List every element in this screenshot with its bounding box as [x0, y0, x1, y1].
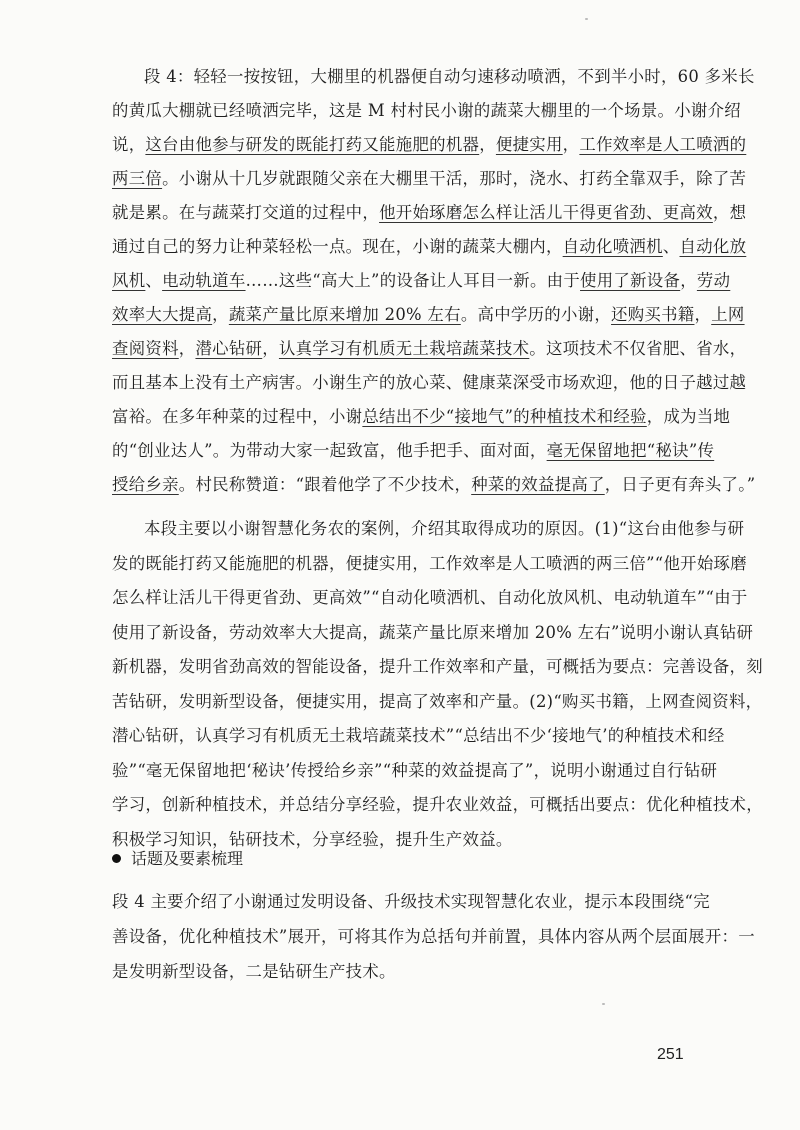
- analysis-line: 苦钻研，发明新型设备，便捷实用，提高了效率和产量。(2)“购买书籍，上网查阅资料，: [112, 691, 763, 711]
- topic-heading: [112, 844, 243, 874]
- section-4-line: [112, 60, 755, 94]
- section-4-line: [112, 298, 745, 332]
- text-segment: 就是累。在与蔬菜打交道的过程中，: [112, 203, 380, 222]
- scan-speck: [585, 18, 588, 20]
- bullet-icon: [112, 854, 121, 863]
- text-segment: 的“创业达人”。为带动大家一起致富，他手把手、面对面，: [112, 441, 547, 460]
- text-segment: 、: [145, 271, 163, 290]
- text-segment: 的黄瓜大棚就已经喷洒完毕，这是 M 村村民小谢的蔬菜大棚里的一个场景。小谢介绍: [112, 101, 741, 120]
- section-4-line: [112, 230, 747, 264]
- underlined-segment: 潜心钻研: [195, 339, 263, 358]
- section-4-line: [112, 264, 731, 298]
- summary-line: 段 4 主要介绍了小谢通过发明设备、升级技术实现智慧化农业，提示本段围绕“完: [112, 892, 710, 911]
- page-number: 251: [657, 1046, 684, 1063]
- analysis-line: 验”“毫无保留地把‘秘诀’传授给乡亲”“种菜的效益提高了”，说明小谢通过自行钻研: [112, 760, 718, 780]
- underlined-segment: 自动化放: [679, 237, 747, 256]
- underlined-segment: 上网: [711, 305, 745, 324]
- text-segment: 、: [662, 237, 680, 256]
- underlined-segment: 使用了新设备: [580, 271, 681, 290]
- text-segment: ，: [212, 305, 229, 324]
- summary-paragraph: [112, 884, 755, 989]
- section-4-line: [112, 400, 731, 434]
- text-segment: 说，: [112, 135, 146, 154]
- underlined-segment: 两三倍: [112, 169, 163, 188]
- text-segment: ，日子更有奔头了。”: [604, 475, 756, 494]
- analysis-paragraph: [112, 512, 763, 857]
- section-4-line: [112, 332, 747, 366]
- text-segment: 而且基本上没有土产病害。小谢生产的放心菜、健康菜深受市场欢迎，他的日子越过越: [112, 373, 747, 392]
- underlined-segment: 电动轨道车: [162, 271, 246, 290]
- underlined-segment: 劳动: [696, 271, 731, 290]
- section-4-line: [112, 128, 747, 162]
- section-4-line: [112, 162, 747, 196]
- underlined-segment: 还购买书籍: [611, 305, 695, 324]
- analysis-line: 怎么样让活儿干得更省劲、更高效”“自动化喷洒机、自动化放风机、电动轨道车”“由于: [112, 588, 748, 607]
- underlined-segment: 总结出不少“接地气”的种植技术和经验: [362, 407, 647, 426]
- text-segment: 。小谢从十几岁就跟随父亲在大棚里干活，那时，浇水、打药全靠双手，除了苦: [162, 169, 747, 188]
- text-segment: ，: [479, 135, 496, 154]
- underlined-segment: 授给乡亲: [112, 475, 179, 494]
- underlined-segment: 便捷实用: [495, 135, 563, 154]
- section-4-line: [112, 366, 747, 400]
- analysis-line: 积极学习知识，钻研技术，分享经验，提升生产效益。: [112, 829, 513, 849]
- section-4-line: [112, 434, 715, 468]
- text-segment: ，想: [712, 203, 747, 222]
- section-4-line: [112, 196, 747, 230]
- text-segment: 富裕。在多年种菜的过程中，小谢: [112, 407, 363, 426]
- text-segment: ，: [262, 339, 279, 358]
- underlined-segment: 认真学习有机质无土栽培蔬菜技术: [278, 339, 530, 358]
- section-4-line: [112, 94, 741, 128]
- analysis-line: 学习，创新种植技术，并总结分享经验，提升农业效益，可概括出要点：优化种植技术，: [112, 795, 763, 814]
- text-segment: ……这些“高大上”的设备让人耳目一新。由于: [245, 271, 581, 290]
- analysis-line: 发的既能打药又能施肥的机器，便捷实用，工作效率是人工喷洒的两三倍”“他开始琢磨: [112, 553, 747, 573]
- text-segment: 通过自己的努力让种菜轻松一点。现在，小谢的蔬菜大棚内，: [112, 237, 563, 256]
- underlined-segment: 这台由他参与研发的既能打药又能施肥的机器: [145, 135, 480, 154]
- text-segment: ，: [680, 271, 697, 290]
- summary-line: 是发明新型设备，二是钻研生产技术。: [112, 962, 396, 981]
- underlined-segment: 查阅资料: [112, 339, 179, 358]
- text-segment: ，: [178, 339, 196, 358]
- section-4-line: [112, 468, 756, 502]
- summary-line: 善设备，优化种植技术”展开，可将其作为总括句并前置，具体内容从两个层面展开：一: [112, 927, 755, 946]
- underlined-segment: 风机: [112, 271, 146, 290]
- text-segment: 。这项技术不仅省肥、省水，: [529, 339, 747, 358]
- underlined-segment: 种菜的效益提高了: [471, 475, 605, 494]
- text-segment: ，: [562, 135, 580, 154]
- topic-heading-text: 话题及要素梳理: [131, 849, 244, 868]
- scan-speck: [602, 1003, 605, 1005]
- underlined-segment: 他开始琢磨怎么样让活儿干得更省劲、更高效: [379, 203, 713, 222]
- text-segment: 段 4：轻轻一按按钮，大棚里的机器便自动匀速移动喷洒，不到半小时，60 多米长: [144, 67, 755, 86]
- underlined-segment: 效率大大提高: [112, 305, 213, 324]
- underlined-segment: 蔬菜产量比原来增加 20% 左右: [228, 305, 461, 324]
- analysis-line: 潜心钻研，认真学习有机质无土栽培蔬菜技术”“总结出不少‘接地气’的种植技术和经: [112, 726, 725, 745]
- text-segment: 。村民称赞道：“跟着他学了不少技术，: [178, 475, 472, 494]
- underlined-segment: 自动化喷洒机: [562, 237, 663, 256]
- underlined-segment: 工作效率是人工喷洒的: [579, 135, 747, 154]
- analysis-line: 使用了新设备，劳动效率大大提高，蔬菜产量比原来增加 20% 左右”说明小谢认真钻研: [112, 622, 754, 642]
- text-segment: ，: [694, 305, 712, 324]
- text-segment: 。高中学历的小谢，: [460, 305, 612, 324]
- text-segment: ，成为当地: [646, 407, 731, 426]
- section-4-text: [112, 60, 756, 502]
- analysis-line: 本段主要以小谢智慧化务农的案例，介绍其取得成功的原因。(1)“这台由他参与研: [144, 519, 745, 538]
- underlined-segment: 毫无保留地把“秘诀”传: [546, 441, 715, 460]
- analysis-line: 新机器，发明省劲高效的智能设备，提升工作效率和产量，可概括为要点：完善设备，刻: [112, 657, 763, 676]
